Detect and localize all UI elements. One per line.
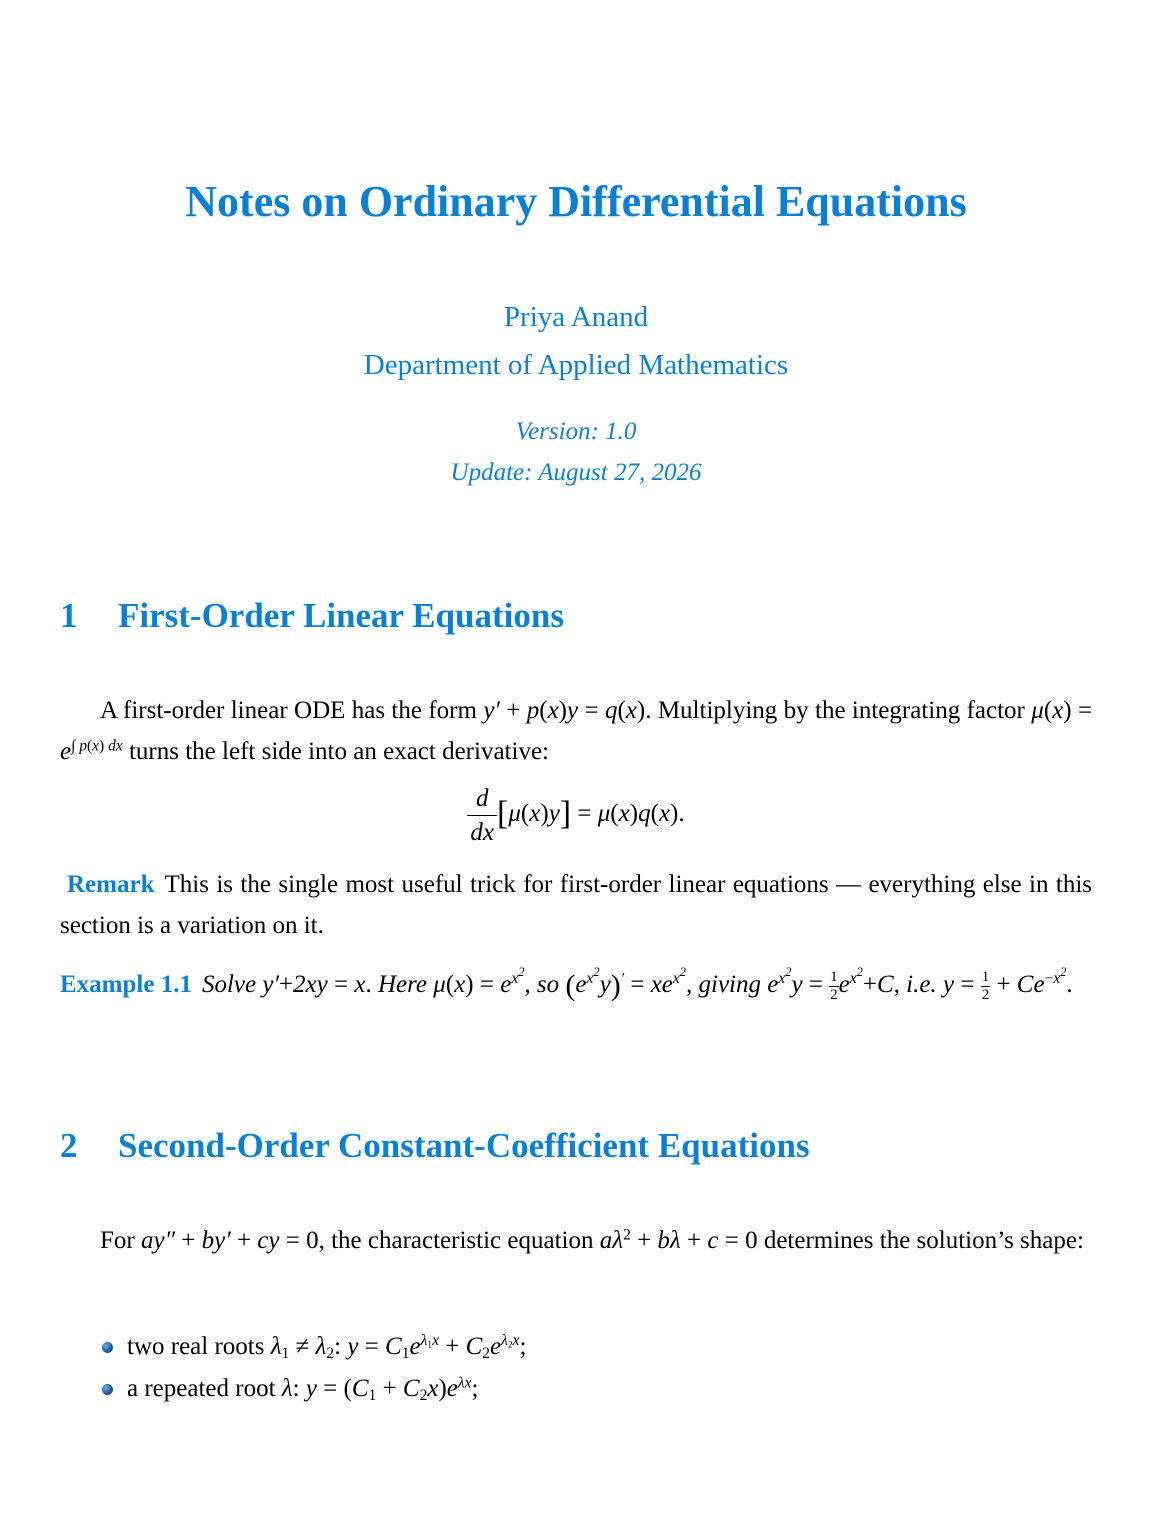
paragraph-text: determines the solution’s shape: xyxy=(763,1227,1084,1254)
document-title: Notes on Ordinary Differential Equations xyxy=(185,177,967,226)
example-word: Here xyxy=(377,971,428,998)
example-word: Solve xyxy=(201,971,257,998)
update-line: Update: August 27, 2026 xyxy=(450,459,702,486)
list-item-text: two real roots xyxy=(127,1333,265,1360)
paragraph-text: For xyxy=(100,1227,135,1254)
section-1-heading xyxy=(60,595,564,637)
section-2-heading xyxy=(60,1125,810,1167)
paragraph-text: , the characteristic equation xyxy=(318,1227,594,1254)
section-title: First-Order Linear Equations xyxy=(118,596,564,635)
math-integrating-factor: $\mu(x) = e^{\int p(x) dx}$ xyxy=(60,697,1093,765)
paragraph-text: A first-order linear ODE has the form xyxy=(100,697,477,724)
sphere-bullet-icon xyxy=(102,1384,113,1395)
author-department: Department of Applied Mathematics xyxy=(363,349,789,381)
list-item-text: : xyxy=(334,1333,342,1360)
author-name: Priya Anand xyxy=(503,301,649,333)
list-item: a repeated root λ: $y = (C_1 + C_2x)e^{\lambda x}$; xyxy=(100,1368,527,1410)
example-word: so xyxy=(536,971,560,998)
section-1-intro-paragraph xyxy=(60,690,1092,772)
display-equation-exact-derivative: $\frac{d}{dx}$ [μ(x)y] = μ(x)q(x). xyxy=(0,786,1152,845)
list-item-text: a repeated root xyxy=(127,1375,276,1402)
math-distinct-roots-solution: $y = C_1e^{\lambda_1x} + C_2e^{\lambda_2x}$; xyxy=(347,1332,527,1362)
section-2-intro-paragraph xyxy=(60,1220,1092,1261)
remark-text: This is the single most useful trick for first-order linear equations — everything else in this section is a variation on it. xyxy=(60,871,1092,939)
math-repeated-root-solution: $y = (C_1 + C_2x)e^{\lambda x}$; xyxy=(305,1374,479,1404)
remark-label: Remark xyxy=(67,871,155,898)
list-item-text: : xyxy=(292,1375,300,1402)
math-characteristic-equation: $a\lambda^2 + b\lambda + c = 0$ xyxy=(599,1226,758,1254)
math-second-order-ode: ay″ + by′ + cy = 0 xyxy=(140,1227,319,1254)
version-line: Version: 1.0 xyxy=(515,418,637,445)
solution-cases-list xyxy=(100,1326,527,1410)
math-linear-ode: y′ + p(x)y = q(x) xyxy=(483,697,646,724)
paragraph-text: . Multiplying by the integrating factor xyxy=(645,697,1025,724)
example-label: Example 1.1 xyxy=(60,971,192,998)
list-item: two real roots $\lambda_1 \ne \lambda_2$: $y = C_1e^{\lambda_1x} + C_2e^{\lambda_2x}$; xyxy=(100,1326,527,1368)
section-number: 2 xyxy=(60,1126,78,1165)
derivative-fraction: $\frac{d}{dx}$ xyxy=(467,786,497,845)
remark-block xyxy=(60,864,1092,946)
paragraph-text: turns the left side into an exact derivative: xyxy=(128,738,549,765)
sphere-bullet-icon xyxy=(102,1342,113,1353)
example-word: i.e. xyxy=(906,971,937,998)
section-number: 1 xyxy=(60,596,78,635)
example-block: Example 1.1 Solve y′+2xy = x. Here $\mu(x) = e^{x^2}$, so $(e^{x^2}y)' = xe^{x^2}$, giving $e^{x^2}y$ = $\frac{1}{2}$ $e^{x^2}+C$, i.e. y = $\frac{1}{2}$ + $Ce^{-x^2}$. xyxy=(60,965,1073,1003)
example-word: giving xyxy=(698,971,761,998)
section-title: Second-Order Constant-Coefficient Equations xyxy=(118,1126,810,1165)
